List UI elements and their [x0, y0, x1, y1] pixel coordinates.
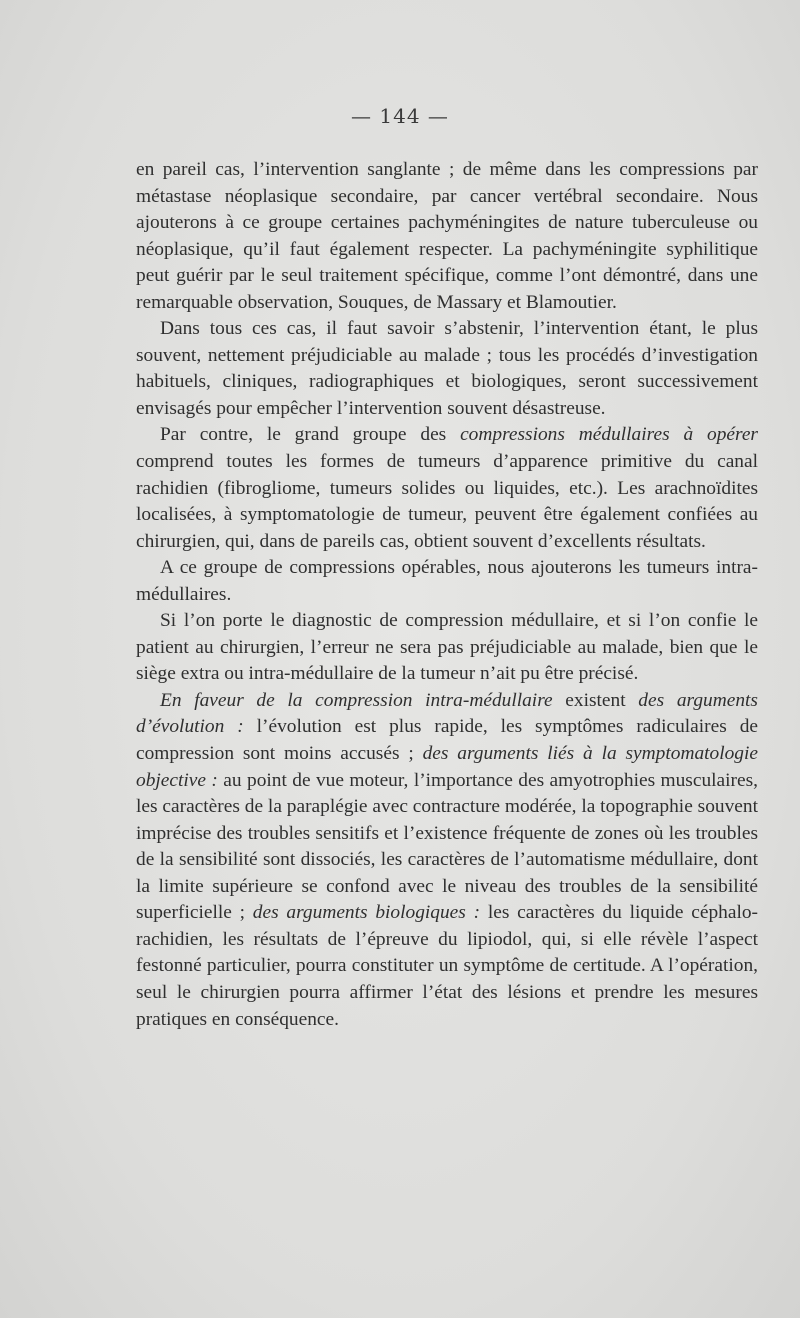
text-run: comprend toutes les formes de tumeurs d’apparence primitive du canal rachidien (fibrogliome, tumeurs solides ou liquides, etc.). Les arachnoïdites localisées, à symptomatologie de tumeur, peuvent être également confiées au chirurgien, qui, dans de pareils cas, obtient souvent d’excellents résultats. — [136, 451, 758, 552]
text-run: au point de vue moteur, l’importance des amyotrophies musculaires, les caractères de la paraplégie avec contracture modérée, la topographie souvent imprécise des troubles sensitifs et l’existence fréquente de zones où les troubles de la sensibilité sont dissociés, les caractères de l’automatisme médullaire, dont la limite supérieure se confond avec le niveau des troubles de la sensibilité superficielle ; — [136, 769, 758, 924]
paragraph — [136, 688, 758, 1033]
text-run: Si l’on porte le diagnostic de compression médullaire, et si l’on confie le patient au chirurgien, l’erreur ne sera pas préjudiciable au malade, bien que le siège extra ou intra-médullaire de la tumeur n’ait pu être précisé. — [136, 610, 758, 685]
text-run: Par contre, le grand groupe des — [160, 424, 461, 446]
text-run: l’évolution est plus rapide, les symptômes radiculaires de compression sont moins accusés ; — [136, 716, 758, 765]
text-run: en pareil cas, l’intervention sanglante ; de même dans les compressions par métastase néoplasique secondaire, par cancer vertébral secondaire. Nous ajouterons à ce groupe certaines pachyméningites de nature tuberculeuse ou néoplasique, qu’il faut également respecter. La pachyméningite syphilitique peut guérir par le seul traitement spécifique, comme l’ont démontré, dans une remarquable observation, Souques, de Massary et Blamoutier. — [136, 159, 758, 313]
text-run: Dans tous ces cas, il faut savoir s’abstenir, l’intervention étant, le plus souvent, nettement préjudiciable au malade ; tous les procédés d’investigation habituels, cliniques, radiographiques et biologiques, seront successivement envisagés pour empêcher l’intervention souvent désastreuse. — [136, 318, 758, 419]
body-text — [136, 157, 758, 1033]
text-run: A ce groupe de compressions opérables, nous ajouterons les tumeurs intra-médullaires. — [136, 557, 758, 605]
italic-text: des arguments liés à la symptomatologie objective : — [136, 743, 758, 791]
italic-text: des arguments biologiques : — [252, 902, 481, 924]
italic-text: compressions médullaires à opérer — [460, 424, 758, 446]
italic-text: En faveur de la compression intra-médullaire — [160, 689, 553, 711]
paragraph — [136, 422, 758, 555]
paragraph — [136, 608, 758, 688]
paragraph — [136, 157, 758, 316]
text-run: les caractères du liquide céphalo-rachidien, les résultats de l’épreuve du lipiodol, qui, si elle révèle l’aspect festonné particulier, pourra constituter un symptôme de certitude. A l’opération, seul le chirurgien pourra affirmer l’état des lésions et prendre les mesures pratiques en conséquence. — [136, 902, 758, 1030]
italic-text: des arguments d’évolution : — [136, 689, 758, 738]
page-number: — 144 — — [351, 104, 449, 128]
text-run: existent — [552, 689, 639, 711]
paragraph — [136, 555, 758, 608]
paragraph — [136, 316, 758, 422]
